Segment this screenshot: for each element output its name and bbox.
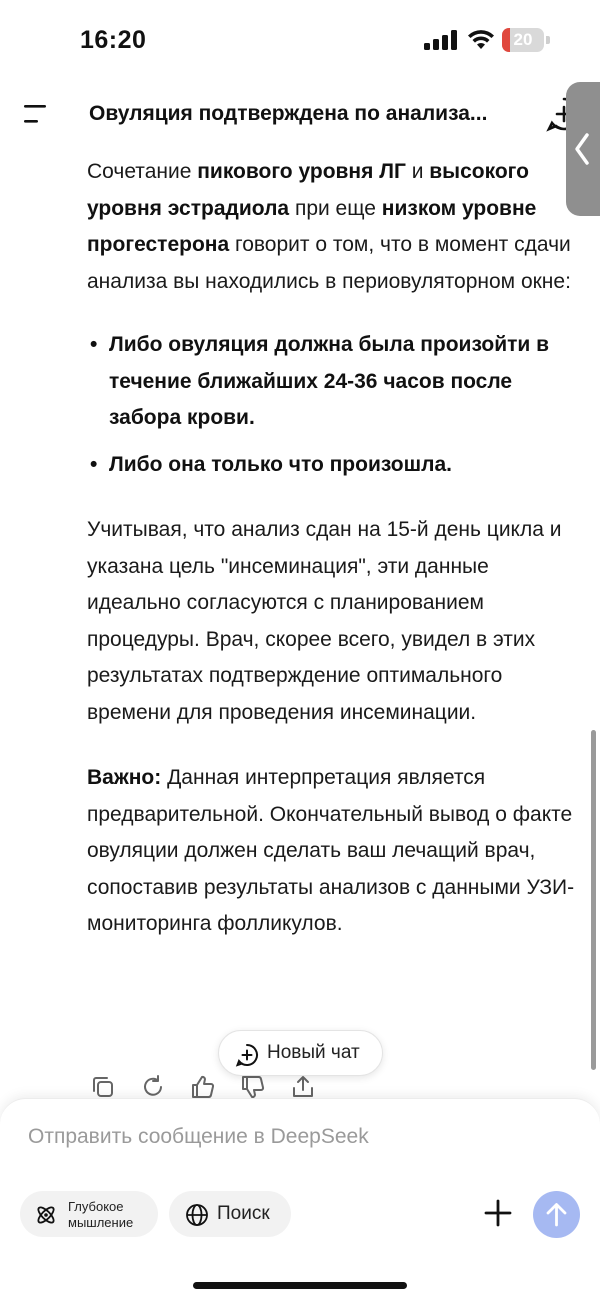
bold-span: пикового уровня ЛГ <box>197 160 406 183</box>
battery-level: 20 <box>513 30 533 49</box>
chat-header <box>0 80 600 150</box>
list-item: • Либо овуляция должна была произойти в течение ближайших 24-36 часов после забора крови. <box>87 327 577 437</box>
signal-icon <box>424 30 458 50</box>
new-chat-label: Новый чат <box>267 1042 360 1063</box>
wifi-icon <box>466 28 496 50</box>
status-time: 16:20 <box>80 26 147 54</box>
send-button[interactable] <box>533 1191 580 1238</box>
message-paragraph: Учитывая, что анализ сдан на 15-й день цикла и указана цель "инсеминация", эти данные идеально согласуются с планированием процедуры. Врач, скорее всего, увидел в этих результатах подтверждение оптимального времени для проведения инсеминации. <box>87 518 562 724</box>
message-paragraph <box>87 154 587 300</box>
bold-span: высокого уровня эстрадиола <box>87 160 529 220</box>
list-item: • Либо она только что произошла. <box>87 447 577 484</box>
status-bar <box>0 0 600 80</box>
new-chat-button[interactable] <box>218 1030 383 1076</box>
text-span: при еще <box>289 196 382 220</box>
text-span: и <box>405 160 430 183</box>
menu-icon[interactable] <box>20 102 50 126</box>
chat-title[interactable]: Овуляция подтверждена по анализа... <box>89 102 488 125</box>
deep-think-label: Глубокое мышление <box>68 1199 134 1230</box>
copy-icon[interactable] <box>90 1074 116 1100</box>
deep-think-button[interactable] <box>20 1191 158 1237</box>
text-span: Данная интерпретация является предварительной. Окончательный вывод о факте овуляции должен сделать ваш лечащий врач, сопоставив результаты анализов с данными УЗИ-мониторинга фолликулов. <box>87 766 575 935</box>
chevron-left-icon <box>572 132 592 166</box>
search-label: Поиск <box>217 1203 270 1224</box>
search-button[interactable] <box>169 1191 291 1237</box>
side-panel-handle[interactable] <box>566 82 600 216</box>
dislike-icon[interactable] <box>240 1074 266 1100</box>
text-span: говорит о том, что в момент сдачи анализа вы находились в периовуляторном окне: <box>87 233 571 293</box>
message-input[interactable] <box>28 1125 548 1149</box>
new-chat-plus-icon <box>235 1043 259 1067</box>
assistant-message <box>87 154 577 943</box>
battery-icon <box>502 28 550 52</box>
battery-body <box>502 28 544 52</box>
regenerate-icon[interactable] <box>140 1074 166 1100</box>
plus-icon[interactable] <box>480 1195 516 1231</box>
home-indicator <box>193 1282 407 1289</box>
like-icon[interactable] <box>190 1074 216 1100</box>
scrollbar[interactable] <box>591 730 596 1070</box>
bold-span: Важно: <box>87 766 162 789</box>
atom-icon <box>34 1203 58 1227</box>
message-paragraph <box>87 760 577 943</box>
arrow-up-icon <box>544 1201 569 1228</box>
bold-span: низком уровне прогестерона <box>87 196 537 256</box>
battery-cap <box>546 36 550 44</box>
text-span: Сочетание <box>87 160 198 183</box>
globe-icon <box>185 1203 209 1227</box>
composer-panel <box>0 1098 600 1300</box>
bullet-list <box>87 327 577 483</box>
share-icon[interactable] <box>290 1074 316 1100</box>
